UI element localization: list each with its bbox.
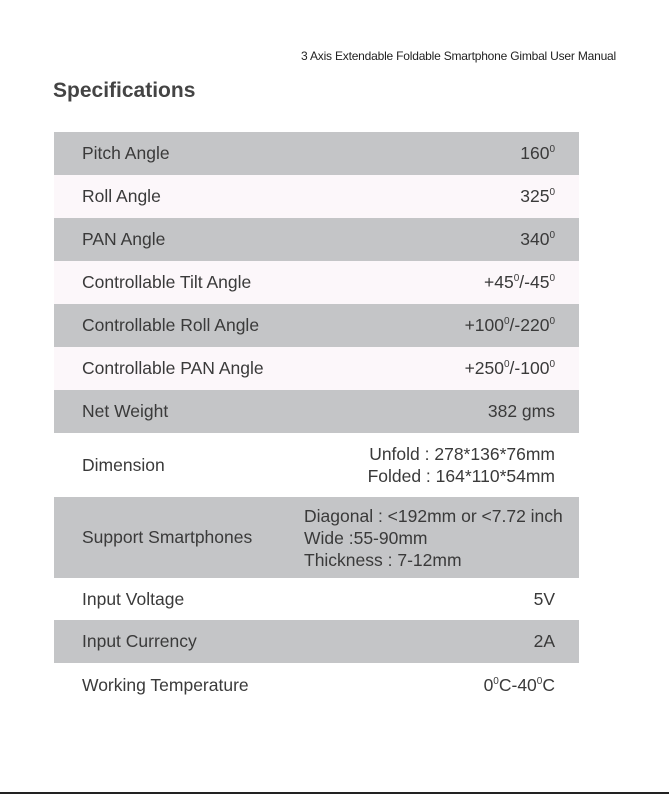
spec-row-dimension <box>54 433 579 497</box>
spec-row-net-weight <box>54 390 579 433</box>
spec-value: $340^0$ <box>520 229 555 249</box>
page-title: Specifications <box>53 79 196 102</box>
specifications-table <box>54 132 579 707</box>
spec-row-pitch-angle <box>54 132 579 175</box>
spec-row-roll-angle <box>54 175 579 218</box>
spec-value: $160^0$ <box>520 143 555 163</box>
spec-label: Input Currency <box>82 631 197 651</box>
spec-row-input-currency <box>54 620 579 663</box>
spec-label: Controllable Roll Angle <box>82 315 260 335</box>
spec-label: Net Weight <box>82 401 169 421</box>
spec-value: $0^0C-40^0C$ <box>483 674 555 695</box>
spec-label: Controllable PAN Angle <box>82 358 264 378</box>
spec-label: Working Temperature <box>82 674 249 695</box>
spec-label: PAN Angle <box>82 229 166 249</box>
spec-label: Controllable Tilt Angle <box>82 272 252 292</box>
spec-row-input-voltage <box>54 578 579 620</box>
spec-value: 5V <box>533 588 555 609</box>
page-header: 3 Axis Extendable Foldable Smartphone Gimbal User Manual <box>301 49 616 63</box>
spec-value: 2A <box>533 631 555 651</box>
spec-row-support-smartphones <box>54 497 579 578</box>
spec-label: Input Voltage <box>82 588 185 609</box>
spec-value: 382 gms <box>487 401 555 421</box>
spec-value: Diagonal : <192mm or <7.72 inch Wide :55-90mm Thickness : 7-12mm <box>304 505 563 570</box>
spec-row-working-temperature <box>54 663 579 707</box>
spec-value: $325^0$ <box>520 186 555 206</box>
spec-row-pan-angle <box>54 218 579 261</box>
spec-row-controllable-roll-angle <box>54 304 579 347</box>
spec-value: $+100^0/-220^0$ <box>464 315 555 335</box>
spec-value: $+250^0/-100^0$ <box>464 358 555 378</box>
spec-value: Unfold : 278*136*76mm Folded : 164*110*54mm <box>367 444 555 486</box>
spec-label: Roll Angle <box>82 186 161 206</box>
spec-row-controllable-pan-angle <box>54 347 579 390</box>
spec-value: $+45^0/-45^0$ <box>484 272 555 292</box>
footer-rule <box>0 792 669 794</box>
spec-label: Pitch Angle <box>82 143 170 163</box>
spec-label: Dimension <box>82 454 165 475</box>
spec-row-controllable-tilt-angle <box>54 261 579 304</box>
spec-label: Support Smartphones <box>82 527 253 547</box>
